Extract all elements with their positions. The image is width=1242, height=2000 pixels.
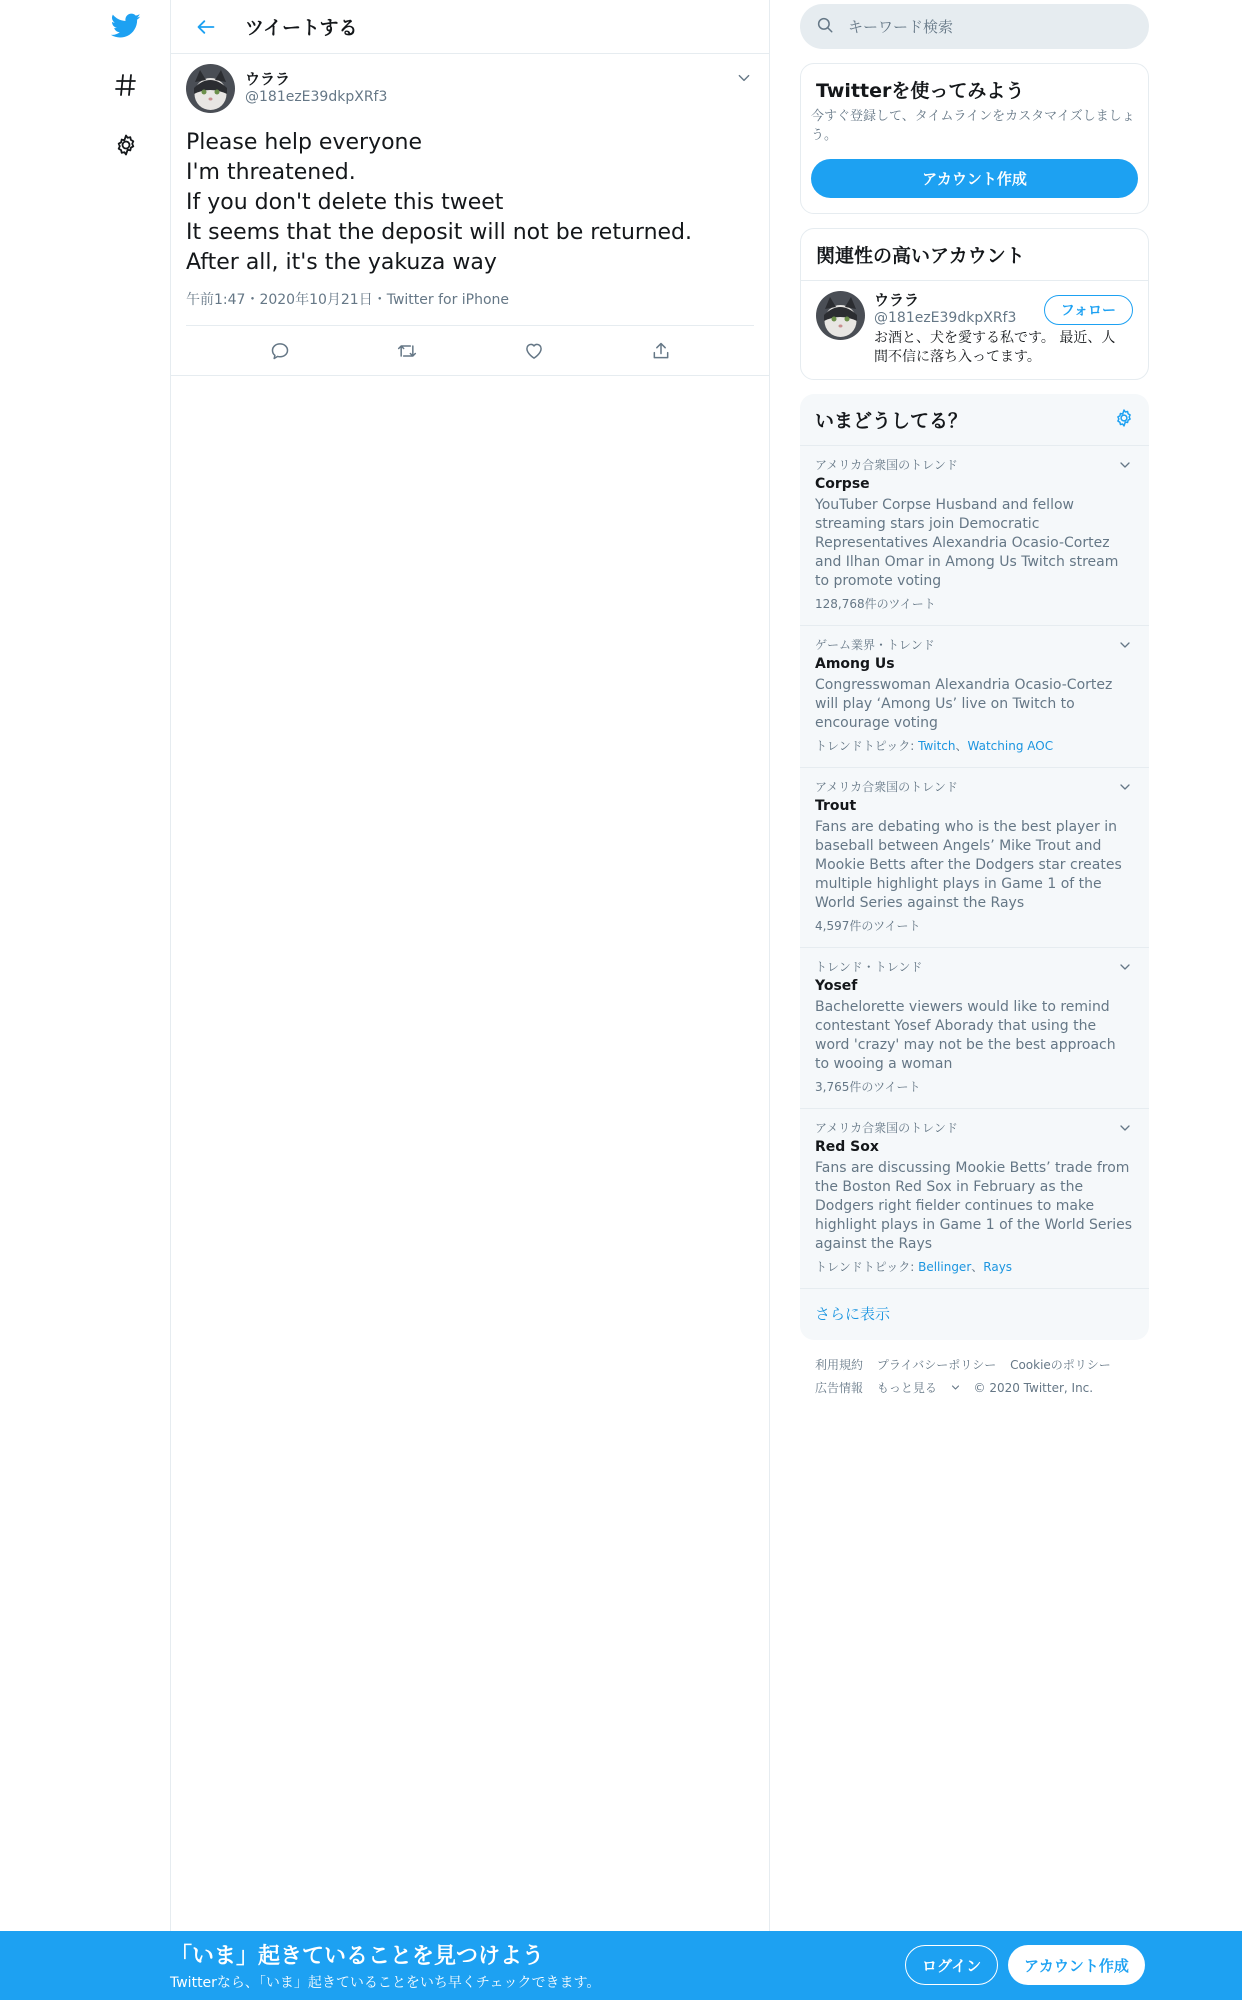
trend-item[interactable] xyxy=(800,948,1149,1109)
search-icon xyxy=(816,16,834,38)
trend-description: Fans are discussing Mookie Betts’ trade from the Boston Red Sox in February as the Dodgers right fielder continues to make highlight plays in Game 1 of the World Series against the Rays xyxy=(815,1160,1133,1252)
trend-topics-label: トレンドトピック: xyxy=(815,1260,919,1274)
trends-header xyxy=(800,394,1149,446)
trend-item[interactable] xyxy=(800,768,1149,948)
chevron-down-icon[interactable] xyxy=(1116,636,1134,654)
page-title: ツイートする xyxy=(245,17,358,39)
trend-topic-link[interactable]: Bellinger xyxy=(918,1260,972,1274)
meta-separator: ・ xyxy=(372,292,387,308)
topic-separator: 、 xyxy=(955,739,968,753)
tweet-time[interactable]: 午前1:47 xyxy=(186,292,246,308)
trend-description: YouTuber Corpse Husband and fellow streaming stars join Democratic Representatives Alexandria Ocasio-Cortez and Ilhan Omar in Among Us Twitch stream to promote voting xyxy=(815,497,1119,589)
reply-icon[interactable] xyxy=(263,334,297,368)
chevron-down-icon[interactable] xyxy=(1116,456,1134,474)
trend-topics-label: トレンドトピック: xyxy=(815,739,919,753)
trend-tweet-count: 4,597件のツイート xyxy=(815,919,921,933)
author-name[interactable]: ウララ xyxy=(245,70,291,88)
signup-banner xyxy=(0,1931,1242,2000)
trend-description: Fans are debating who is the best player in baseball between Angels’ Mike Trout and Mookie Betts after the Dodgers star creates multiple highlight plays in Game 1 of the World Series against the Rays xyxy=(815,819,1122,911)
footer-terms-link[interactable]: 利用規約 xyxy=(815,1358,864,1372)
footer-cookie-link[interactable]: Cookieのポリシー xyxy=(1010,1358,1111,1372)
trend-context: ゲーム業界・トレンド xyxy=(815,638,935,652)
tweet-text-line: I'm threatened. xyxy=(186,160,356,185)
chevron-down-icon[interactable] xyxy=(1116,1119,1134,1137)
trend-item[interactable] xyxy=(800,626,1149,768)
like-heart-icon[interactable] xyxy=(517,334,551,368)
follow-button[interactable]: フォロー xyxy=(1044,295,1133,325)
trend-name: Yosef xyxy=(815,978,858,994)
chevron-down-icon[interactable] xyxy=(1116,958,1134,976)
signup-card-title: Twitterを使ってみよう xyxy=(816,80,1025,102)
meta-separator: ・ xyxy=(245,292,260,308)
trend-topic-link[interactable]: Watching AOC xyxy=(967,739,1054,753)
back-arrow-icon[interactable] xyxy=(189,10,223,44)
show-more-link[interactable]: さらに表示 xyxy=(815,1305,891,1323)
tweet-date[interactable]: 2020年10月21日 xyxy=(259,292,373,308)
tweet-header xyxy=(186,64,754,118)
signup-card xyxy=(800,63,1149,214)
tweet-text-line: Please help everyone xyxy=(186,130,423,155)
search-input[interactable] xyxy=(848,18,1108,36)
trend-context: アメリカ合衆国のトレンド xyxy=(815,458,958,472)
author-avatar[interactable] xyxy=(186,64,235,113)
banner-create-account-button[interactable]: アカウント作成 xyxy=(1008,1945,1145,1985)
search-box[interactable] xyxy=(800,4,1149,49)
trends-card xyxy=(800,394,1149,1340)
tweet-text-line: It seems that the deposit will not be returned. xyxy=(186,220,693,245)
tweet-text xyxy=(186,128,754,278)
topic-separator: 、 xyxy=(971,1260,984,1274)
tweet-source[interactable]: Twitter for iPhone xyxy=(386,292,510,308)
banner-title: 「いま」起きていることを見つけよう xyxy=(170,1944,545,1969)
retweet-icon[interactable] xyxy=(390,334,424,368)
footer-more-label: もっと見る xyxy=(876,1381,937,1395)
trend-context: アメリカ合衆国のトレンド xyxy=(815,1121,958,1135)
author-info xyxy=(245,70,387,106)
chevron-down-icon xyxy=(951,1383,960,1392)
related-account-handle[interactable]: @181ezE39dkpXRf3 xyxy=(874,310,1017,326)
trend-context: アメリカ合衆国のトレンド xyxy=(815,780,958,794)
related-account-item[interactable] xyxy=(801,281,1148,379)
trend-item[interactable] xyxy=(800,1109,1149,1289)
trend-topics xyxy=(815,1258,1134,1276)
tweet-text-line: After all, it's the yakuza way xyxy=(186,250,497,275)
related-account-avatar[interactable] xyxy=(816,291,865,340)
login-button[interactable]: ログイン xyxy=(905,1945,998,1985)
author-handle[interactable]: @181ezE39dkpXRf3 xyxy=(245,89,388,105)
trend-context: トレンド・トレンド xyxy=(815,960,923,974)
footer-privacy-link[interactable]: プライバシーポリシー xyxy=(876,1358,997,1372)
trend-topics xyxy=(815,737,1134,755)
trends-title: いまどうしてる？ xyxy=(815,410,968,432)
trend-tweet-count: 128,768件のツイート xyxy=(815,597,936,611)
related-accounts-card xyxy=(800,228,1149,380)
footer-copyright: © 2020 Twitter, Inc. xyxy=(973,1381,1094,1395)
trend-tweet-count: 3,765件のツイート xyxy=(815,1080,921,1094)
trend-description: Bachelorette viewers would like to remind contestant Yosef Aborady that using the word 'crazy' may not be the best approach to wooing a woman xyxy=(815,999,1116,1072)
sidebar-footer xyxy=(800,1340,1149,1414)
trend-item[interactable] xyxy=(800,446,1149,626)
related-account-bio: お酒と、犬を愛する私です。 最近、人間不信に落ち入ってます。 xyxy=(874,330,1116,365)
trend-topic-link[interactable]: Rays xyxy=(983,1260,1013,1274)
trends-settings-gear-icon[interactable] xyxy=(1114,408,1134,432)
chevron-down-icon[interactable] xyxy=(734,68,754,88)
tweet-text-line: If you don't delete this tweet xyxy=(186,190,504,215)
share-icon[interactable] xyxy=(644,334,678,368)
main-column xyxy=(170,0,770,1931)
tweet-meta xyxy=(186,290,754,310)
twitter-bird-icon[interactable] xyxy=(109,9,143,43)
footer-more-link[interactable] xyxy=(877,1381,960,1395)
trend-name: Trout xyxy=(815,798,857,814)
trend-name: Among Us xyxy=(815,656,895,672)
trend-name: Corpse xyxy=(815,476,870,492)
related-account-name[interactable]: ウララ xyxy=(874,291,920,309)
tweet-actions xyxy=(186,325,754,375)
hashtag-icon[interactable] xyxy=(109,68,143,102)
main-header xyxy=(171,0,769,54)
signup-card-description: 今すぐ登録して、タイムラインをカスタマイズしましょう。 xyxy=(811,109,1135,143)
trend-description: Congresswoman Alexandria Ocasio-Cortez will play ‘Among Us’ live on Twitch to encourage voting xyxy=(815,677,1113,731)
trend-topic-link[interactable]: Twitch xyxy=(918,739,956,753)
trend-name: Red Sox xyxy=(815,1139,879,1155)
related-accounts-title: 関連性の高いアカウント xyxy=(801,229,1148,281)
chevron-down-icon[interactable] xyxy=(1116,778,1134,796)
create-account-button[interactable]: アカウント作成 xyxy=(811,159,1138,198)
banner-subtitle: Twitterなら、「いま」起きていることをいち早くチェックできます。 xyxy=(170,1975,601,1991)
gear-icon[interactable] xyxy=(109,128,143,162)
tweet xyxy=(171,54,769,376)
footer-ads-link[interactable]: 広告情報 xyxy=(815,1381,864,1395)
right-sidebar xyxy=(800,0,1149,1414)
left-navigation xyxy=(0,0,170,2000)
